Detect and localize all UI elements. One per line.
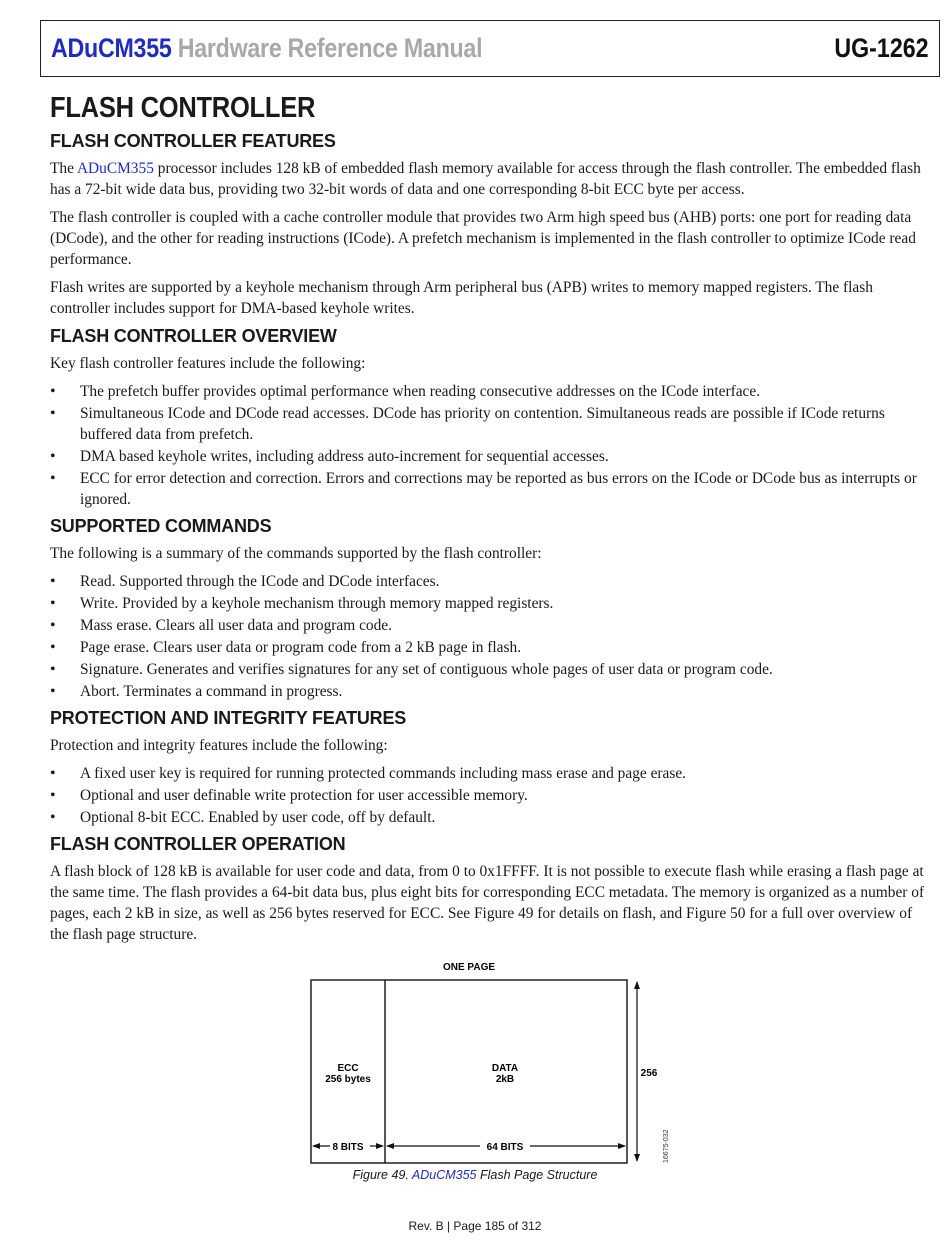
ecc-width-label: 8 BITS: [332, 1142, 364, 1153]
list-item: • Optional 8-bit ECC. Enabled by user code, off by default.: [50, 807, 930, 828]
features-paragraph-3: Flash writes are supported by a keyhole mechanism through Arm peripheral bus (APB) writes to memory mapped registers. The flash controller includes support for DMA-based keyhole writes.: [50, 279, 873, 317]
operation-paragraph: A flash block of 128 kB is available for user code and data, from 0 to 0x1FFFF. It is not possible to execute flash while erasing a flash page at the same time. The flash provides a 64-bit data bus, plus eight bits for corresponding ECC metadata. The memory is organized as a number of pages, each 2 kB in size, as well as 256 bytes reserved for ECC. See Figure 49 for details on flash, and Figure 50 for a full over overview of the flash page structure.: [50, 863, 925, 943]
commands-list: [50, 571, 930, 702]
overview-list: [50, 381, 930, 510]
overview-intro: Key flash controller features include the following:: [50, 355, 366, 372]
caption-suffix: Flash Page Structure: [476, 1168, 598, 1182]
ecc-size-label: 256 bytes: [325, 1074, 371, 1085]
commands-heading: SUPPORTED COMMANDS: [50, 516, 272, 536]
caption-prefix: Figure 49.: [352, 1168, 412, 1182]
page-header: [40, 20, 940, 77]
one-page-label: ONE PAGE: [442, 962, 496, 973]
list-item: • Simultaneous ICode and DCode read accesses. DCode has priority on contention. Simultaneous reads are possible if ICode returns buffered data from prefetch.: [50, 403, 930, 445]
overview-heading: FLASH CONTROLLER OVERVIEW: [50, 326, 337, 346]
features-heading: FLASH CONTROLLER FEATURES: [50, 131, 336, 151]
protection-list: [50, 763, 930, 828]
product-link[interactable]: ADuCM355: [76, 160, 154, 177]
data-width-label: 64 BITS: [486, 1142, 524, 1153]
flash-page-structure-figure: [300, 955, 680, 1195]
header-title: [51, 33, 482, 64]
list-item: • A fixed user key is required for running protected commands including mass erase and page erase.: [50, 763, 930, 784]
list-item: • Page erase. Clears user data or program code from a 2 kB page in flash.: [50, 637, 930, 658]
features-p1-post: processor includes 128 kB of embedded flash memory available for access through the flash controller. The embedded flash has a 72-bit wide data bus, providing two 32-bit words of data and one corresponding 8-bit ECC byte per access.: [50, 160, 921, 198]
commands-intro: The following is a summary of the commands supported by the flash controller:: [50, 545, 542, 562]
protection-heading: PROTECTION AND INTEGRITY FEATURES: [50, 708, 407, 728]
ecc-label: ECC: [337, 1063, 359, 1074]
flash-page-diagram: [300, 955, 680, 1195]
page-content: [50, 92, 930, 952]
operation-heading: FLASH CONTROLLER OPERATION: [50, 834, 346, 854]
list-item: • Signature. Generates and verifies signatures for any set of contiguous whole pages of user data or program code.: [50, 659, 930, 680]
list-item: • Write. Provided by a keyhole mechanism through memory mapped registers.: [50, 593, 930, 614]
figure-code: 16675-032: [663, 1129, 670, 1163]
data-label: DATA: [491, 1063, 519, 1074]
caption-product-link[interactable]: ADuCM355: [411, 1168, 477, 1182]
features-paragraph-2: The flash controller is coupled with a cache controller module that provides two Arm high speed bus (AHB) ports: one port for reading data (DCode), and the other for reading instructions (ICode). A prefetch mechanism is implemented in the flash controller to optimize ICode read performance.: [50, 209, 916, 268]
list-item: • The prefetch buffer provides optimal performance when reading consecutive addresses on the ICode interface.: [50, 381, 930, 402]
list-item: • Read. Supported through the ICode and DCode interfaces.: [50, 571, 930, 592]
list-item: • Mass erase. Clears all user data and program code.: [50, 615, 930, 636]
figure-caption: [0, 1168, 950, 1182]
protection-intro: Protection and integrity features include the following:: [50, 737, 388, 754]
chapter-title: FLASH CONTROLLER: [50, 92, 316, 124]
list-item: • DMA based keyhole writes, including address auto-increment for sequential accesses.: [50, 446, 930, 467]
list-item: • ECC for error detection and correction. Errors and corrections may be reported as bus errors on the ICode or DCode bus as interrupts or ignored.: [50, 468, 930, 510]
features-p1-pre: The: [50, 160, 77, 177]
data-size-label: 2kB: [495, 1074, 515, 1085]
header-product[interactable]: ADuCM355: [51, 33, 172, 63]
header-doc-id: UG-1262: [834, 33, 929, 63]
features-paragraph-1: [50, 158, 930, 200]
list-item: • Optional and user definable write protection for user accessible memory.: [50, 785, 930, 806]
header-manual-name: Hardware Reference Manual: [177, 33, 483, 63]
height-label: 256: [640, 1068, 658, 1079]
list-item: • Abort. Terminates a command in progress.: [50, 681, 930, 702]
page-footer: Rev. B | Page 185 of 312: [408, 1219, 542, 1233]
